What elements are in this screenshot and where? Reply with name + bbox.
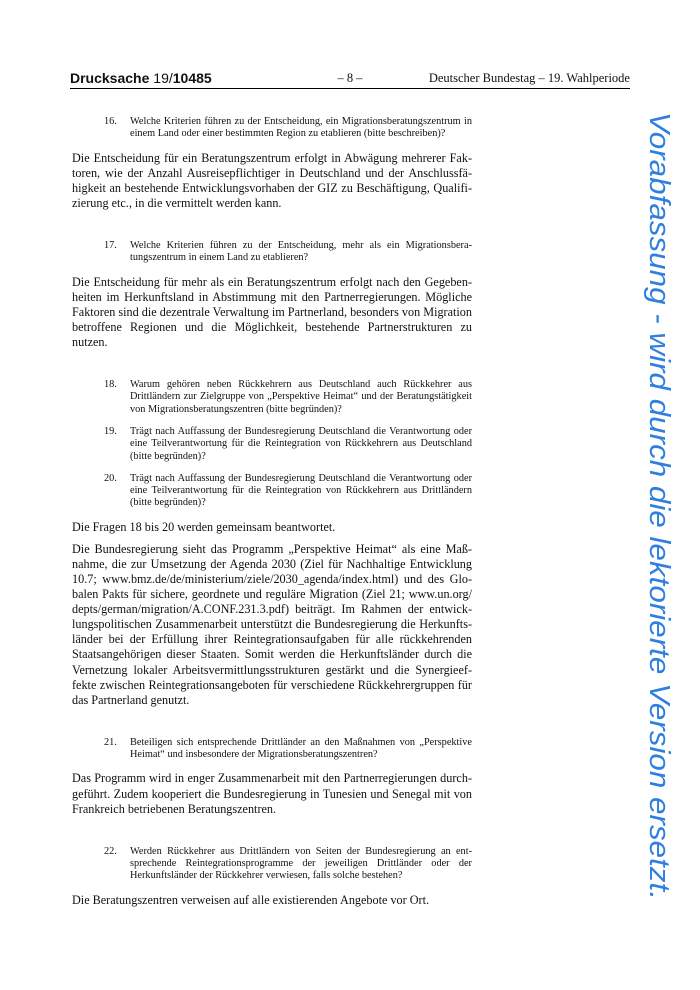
publisher-label: Deutscher Bundestag – 19. Wahlperiode [428,71,630,85]
question-20 [72,473,472,510]
question-16 [72,116,472,141]
question-number: 21. [104,736,117,748]
question-number: 18. [104,379,117,391]
page-header [70,70,630,89]
question-text: Trägt nach Auffassung der Bundesregierung Deutschland die Verantwortung oder eine Teilverantwortung für die Reintegration von Rückkehrern aus Deutschland (bitte begründen)? [130,425,472,462]
answer-16: Die Entscheidung für ein Beratungszentrum erfolgt in Abwägung mehrerer Faktoren, wie der Anzahl Ausreisepflichtiger in Deutschland und der Anschlussfähigkeit an bestehende Entwicklungsvorhaben der GIZ zu Beschäftigung, Qualifizierung etc., in die vermittelt werden kann. [72,150,472,210]
question-number: 16. [104,116,117,127]
answer-21: Das Programm wird in enger Zusammenarbeit mit den Partnerregierungen durchgeführt. Zudem kooperiert die Bundesregierung in Tunesien und Senegal mit von Frankreich betriebenen Beratungszentren. [72,771,472,816]
page-number: – 8 – [337,71,363,85]
document-number-prefix: 19/ [153,70,173,86]
document-number: 10485 [172,70,212,86]
answer-18-20-intro: Die Fragen 18 bis 20 werden gemeinsam beantwortet. [72,519,336,534]
answer-18-20: Die Bundesregierung sieht das Programm „Perspektive Heimat“ als eine Maßnahme, die zur Umsetzung der Agenda 2030 (Ziel für Nachhaltige Entwicklung 10.7; www.bmz.de/de/ministerium/ziele/2030_agenda/index.html) und des Globalen Pakts für sichere, geordnete und reguläre Migration (Ziel 21; www.un.org/ depts/german/migration/A.CONF.231.3.pdf) beiträgt. Im Rahmen der entwicklungspolitischen Zusammenarbeit unterstützt die Bundesregierung die Herkunftsländer bei der Erfüllung ihrer Reintegrationsaufgaben für alle rückkehrenden Staatsangehörigen dieser Staaten. Somit werden die Herkunftsländer durch die Vernetzung lokaler Arbeitsvermittlungsstrukturen gestärkt und die Synergieeffekte zwischen Reintegrationsangeboten für verschiedene Rückkehrergruppen für das Partnerland genutzt. [72,541,472,707]
question-text: Warum gehören neben Rückkehrern aus Deutschland auch Rückkehrer aus Drittländern zur Zielgruppe von „Perspektive Heimat“ und der Beratungstätigkeit von Migrationsberatungszentren (bitte begründen)? [130,379,472,415]
question-number: 17. [104,239,117,251]
answer-17: Die Entscheidung für mehr als ein Beratungszentrum erfolgt nach den Gegebenheiten im Herkunftsland in Abstimmung mit den Partnerregierungen. Mögliche Faktoren sind die dezentrale Verwaltung im Partnerland, besonders von Migration betroffene Regionen und die Möglichkeit, bestehende Partnerstrukturen zu nutzen. [72,274,472,349]
question-18 [72,379,472,416]
drucksache-label: Drucksache [70,70,150,86]
question-text: Welche Kriterien führen zu der Entscheidung, ein Migrationsberatungszentrum in einem Land oder einer bestimmten Region zu etablieren (bitte beschreiben)? [130,116,472,140]
question-number: 22. [104,845,117,857]
answer-22: Die Beratungszentren verweisen auf alle existierenden Angebote vor Ort. [72,892,430,907]
question-text: Beteiligen sich entsprechende Drittländer an den Maßnahmen von „Perspektive Heimat“ und insbesondere der Migrationsberatungszentren? [130,736,472,761]
question-text: Werden Rückkehrer aus Drittländern von Seiten der Bundesregierung an entsprechende Reintegrationsprogramme der jeweiligen Drittländer oder der Herkunftsländer der Rückkehrer verwiesen, falls solche bestehen? [130,845,472,882]
question-text: Trägt nach Auffassung der Bundesregierung Deutschland die Verantwortung oder eine Teilverantwortung für die Reintegration von Rückkehrern aus Drittländern (bitte begründen)? [130,472,472,509]
watermark-text: Vorabfassung - wird durch die lektorierte Version ersetzt. [643,112,675,841]
watermark-svg [640,112,680,902]
page-body [72,116,472,921]
question-number: 20. [104,472,117,484]
question-text: Welche Kriterien führen zu der Entscheidung, mehr als ein Migrationsberatungszentrum in einem Land zu etablieren? [130,239,472,264]
question-19 [72,426,472,463]
question-21 [72,737,472,762]
question-17 [72,240,472,265]
draft-watermark [640,112,680,902]
question-22 [72,846,472,883]
question-number: 19. [104,425,117,437]
